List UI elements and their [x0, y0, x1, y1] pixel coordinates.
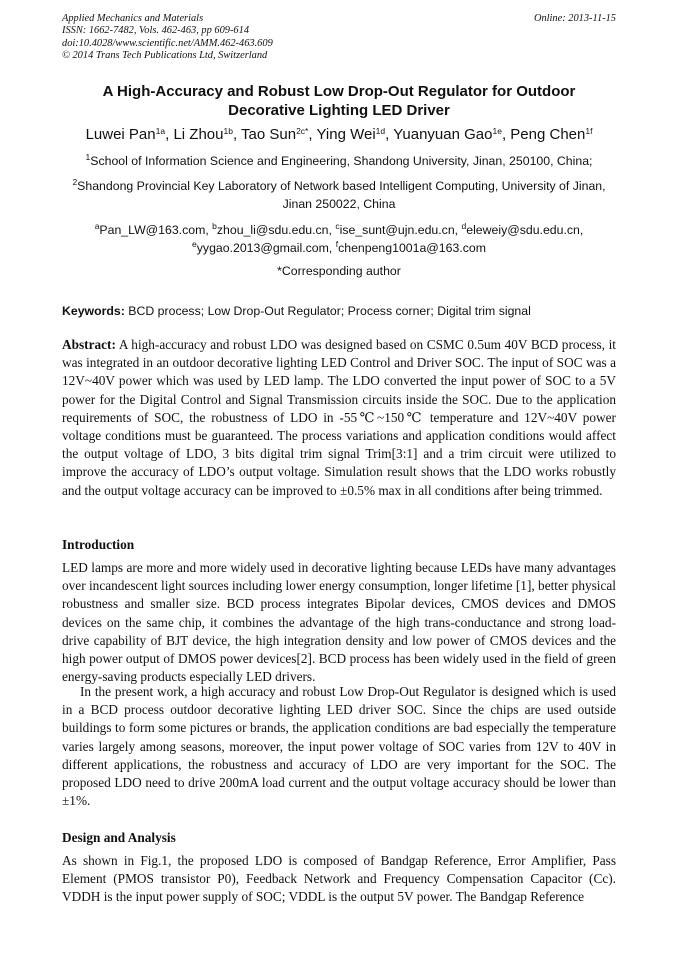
issn-line: ISSN: 1662-7482, Vols. 462-463, pp 609-614: [62, 25, 250, 37]
email-line-2: [62, 239, 616, 257]
section-heading-introduction: Introduction: [62, 537, 135, 552]
author: Li Zhou$^{1b}$,: [173, 126, 242, 143]
abstract: [62, 336, 616, 500]
author: Luwei Pan$^{1a}$,: [85, 126, 174, 143]
email: $^f$chenpeng1001a@163.com: [335, 239, 486, 255]
intro-paragraph-1: LED lamps are more and more widely used in decorative lighting because LEDs have many advantages over incandescent light sources including lower energy consumption, longer lifetime [1], better physical robustness and smaller size. BCD process integrates Bipolar devices, CMOS devices and DMOS devices on the same chip, it combines the advantage of the high trans-conductance and strong load-drive capability of BJT device, the high integration density and low power of CMOS devices and the high power output of DMOS power devices[2]. BCD process has been widely used in the field of green energy-saving products especially LED drivers.: [62, 560, 616, 685]
email: $^c$ise_sunt@ujn.edu.cn,: [335, 221, 462, 237]
paper-title: [40, 82, 638, 120]
email-line-1: [62, 221, 616, 239]
affiliation-1: $^1$School of Information Science and Engineering, Shandong University, Jinan, 250100, China;: [85, 152, 593, 168]
email: $^e$yygao.2013@gmail.com,: [192, 239, 336, 255]
journal-name: Applied Mechanics and Materials: [62, 13, 204, 24]
author: Tao Sun$^{2c*}$,: [241, 126, 317, 143]
keywords: [62, 302, 616, 320]
author-list: [20, 125, 658, 145]
author: Ying Wei$^{1d}$,: [316, 126, 394, 143]
corresponding-author-note: *Corresponding author: [277, 264, 401, 278]
author: Peng Chen$^{1f}$: [510, 126, 593, 143]
keywords-text: BCD process; Low Drop-Out Regulator; Process corner; Digital trim signal: [128, 304, 531, 318]
title-line-1: A High-Accuracy and Robust Low Drop-Out Regulator for Outdoor: [102, 83, 576, 100]
email: $^a$Pan_LW@163.com,: [94, 221, 213, 237]
journal-header: [62, 13, 273, 62]
online-date: Online: 2013-11-15: [533, 13, 616, 24]
author: Yuanyuan Gao$^{1e}$,: [393, 126, 511, 143]
design-paragraph-1: As shown in Fig.1, the proposed LDO is composed of Bandgap Reference, Error Amplifier, Pass Element (PMOS transistor P0), Feedback Network and Frequency Compensation Capacitor (Cc). VDDH is the input power supply of SOC; VDDL is the output 5V power. The Bandgap Reference: [62, 853, 616, 905]
title-line-2: Decorative Lighting LED Driver: [228, 102, 450, 119]
intro-paragraph-2: In the present work, a high accuracy and robust Low Drop-Out Regulator is designed which is used in a BCD process outdoor decorative lighting LED driver SOC. Since the chips are used outside buildings to form some pictures or brands, the application conditions are bad especially the temperature varies largely among seasons, moreover, the input power voltage of SOC varies from 12V to 40V in different applications, the robustness and accuracy of LDO are very important for the SOC. The proposed LDO need to drive 200mA load current and the output voltage accuracy should be lower than ±1%.: [62, 684, 616, 809]
email-list: [62, 221, 616, 257]
email: $^b$zhou_li@sdu.edu.cn,: [212, 221, 336, 237]
copyright-line: © 2014 Trans Tech Publications Ltd, Switzerland: [62, 49, 268, 61]
doi-line: doi:10.4028/www.scientific.net/AMM.462-463.609: [62, 37, 273, 49]
affiliation-2: $^2$Shandong Provincial Key Laboratory of Network based Intelligent Computing, University of Jinan, Jinan 250022, China: [72, 177, 606, 211]
section-heading-design: Design and Analysis: [62, 830, 176, 845]
email: $^d$eleweiy@sdu.edu.cn,: [461, 221, 584, 237]
abstract-label: Abstract:: [62, 337, 116, 352]
keywords-label: Keywords:: [62, 304, 125, 318]
abstract-text: A high-accuracy and robust LDO was designed based on CSMC 0.5um 40V BCD process, it was integrated in an outdoor decorative lighting LED Control and Driver SOC. The input of SOC was a 12V~40V power which was used by LED lamp. The LDO converted the input power of SOC to a 5V power for the Digital Control and Signal Transmission circuits inside the SOC. Due to the application requirements of SOC, the robustness of LDO in -55℃~150℃ temperature and 12V~40V power voltage conditions must be guaranteed. The process variations and application conditions would affect the output voltage of LDO, 3 bits digital trim signal Trim[3:1] and a trim circuit were utilized to improve the accuracy of LDO’s output voltage. Simulation result shows that the LDO works robustly and the output voltage accuracy can be improved to ±0.5% max in all conditions after being trimmed.: [62, 337, 617, 498]
